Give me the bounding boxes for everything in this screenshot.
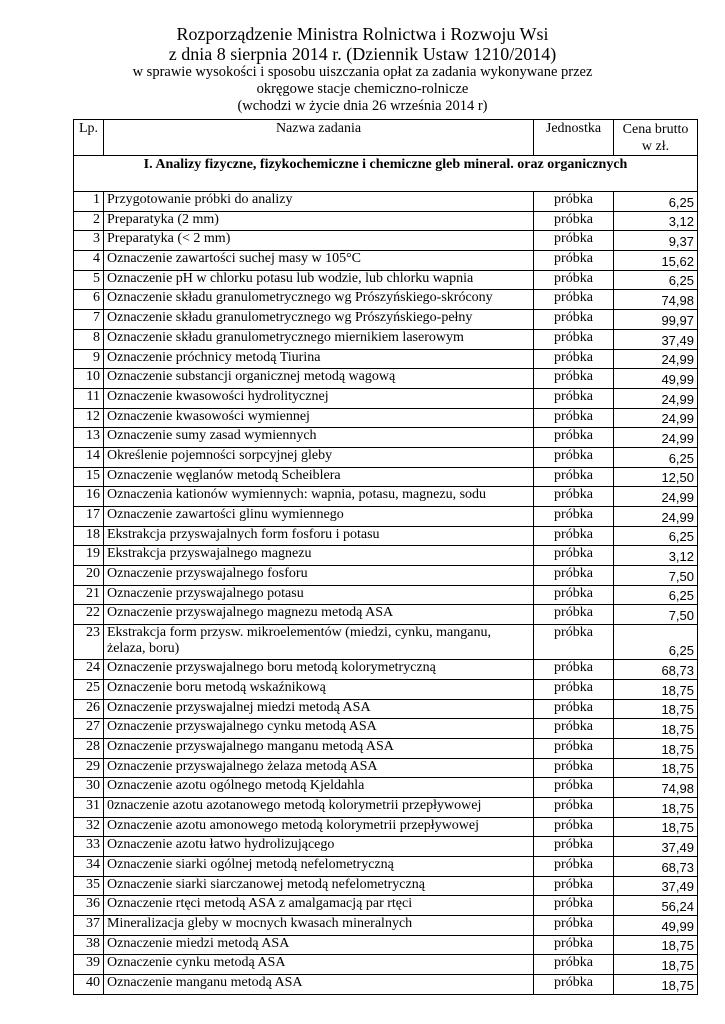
task-name: Oznaczenie substancji organicznej metodą wagową: [104, 369, 534, 389]
task-name: Oznaczenie cynku metodą ASA: [104, 955, 534, 975]
price-cell: 37,49: [614, 876, 698, 896]
column-header-lp: Lp.: [74, 120, 104, 156]
row-number: 5: [74, 270, 104, 290]
price-cell: 18,75: [614, 797, 698, 817]
row-number: 35: [74, 876, 104, 896]
table-row: [74, 467, 698, 487]
subtitle-line-1: w sprawie wysokości i sposobu uiszczania opłat za zadania wykonywane przez: [132, 64, 593, 80]
unit-cell: próbka: [534, 857, 614, 877]
table-row: [74, 916, 698, 936]
task-name: Preparatyka (< 2 mm): [104, 231, 534, 251]
unit-cell: próbka: [534, 719, 614, 739]
unit-cell: próbka: [534, 526, 614, 546]
row-number: 17: [74, 507, 104, 527]
price-cell: 56,24: [614, 896, 698, 916]
price-cell: 99,97: [614, 310, 698, 330]
row-number: 32: [74, 817, 104, 837]
title-line-2: z dnia 8 sierpnia 2014 r. (Dziennik Ustaw 1210/2014): [168, 44, 557, 64]
table-row: [74, 758, 698, 778]
price-cell: 18,75: [614, 817, 698, 837]
unit-cell: próbka: [534, 605, 614, 625]
table-row: [74, 349, 698, 369]
task-name: Mineralizacja gleby w mocnych kwasach mineralnych: [104, 916, 534, 936]
price-cell: 6,25: [614, 192, 698, 212]
table-row: [74, 679, 698, 699]
unit-cell: próbka: [534, 467, 614, 487]
price-cell: 15,62: [614, 251, 698, 271]
price-cell: 6,25: [614, 526, 698, 546]
price-cell: 3,12: [614, 546, 698, 566]
unit-cell: próbka: [534, 369, 614, 389]
unit-cell: próbka: [534, 487, 614, 507]
price-cell: 9,37: [614, 231, 698, 251]
table-row: [74, 566, 698, 586]
price-cell: 18,75: [614, 719, 698, 739]
row-number: 2: [74, 211, 104, 231]
table-row: [74, 797, 698, 817]
unit-cell: próbka: [534, 975, 614, 995]
unit-cell: próbka: [534, 797, 614, 817]
row-number: 28: [74, 738, 104, 758]
price-cell: 18,75: [614, 975, 698, 995]
table-row: [74, 290, 698, 310]
unit-cell: próbka: [534, 778, 614, 798]
unit-cell: próbka: [534, 428, 614, 448]
unit-cell: próbka: [534, 546, 614, 566]
table-row: [74, 546, 698, 566]
price-cell: 7,50: [614, 566, 698, 586]
task-name: Oznaczenie siarki ogólnej metodą nefelometryczną: [104, 857, 534, 877]
unit-cell: próbka: [534, 310, 614, 330]
task-name: Oznaczenie przyswajalnego żelaza metodą ASA: [104, 758, 534, 778]
table-row: [74, 231, 698, 251]
table-row: [74, 625, 698, 660]
unit-cell: próbka: [534, 507, 614, 527]
unit-cell: próbka: [534, 817, 614, 837]
row-number: 26: [74, 699, 104, 719]
row-number: 37: [74, 916, 104, 936]
row-number: 38: [74, 935, 104, 955]
task-name: Oznaczenie rtęci metodą ASA z amalgamacją par rtęci: [104, 896, 534, 916]
row-number: 30: [74, 778, 104, 798]
unit-cell: próbka: [534, 585, 614, 605]
task-name: Oznaczenie miedzi metodą ASA: [104, 935, 534, 955]
column-header-price: Cena brutto w zł.: [614, 120, 698, 156]
unit-cell: próbka: [534, 916, 614, 936]
price-cell: 74,98: [614, 778, 698, 798]
table-row: [74, 817, 698, 837]
unit-cell: próbka: [534, 876, 614, 896]
row-number: 31: [74, 797, 104, 817]
row-number: 29: [74, 758, 104, 778]
unit-cell: próbka: [534, 231, 614, 251]
unit-cell: próbka: [534, 679, 614, 699]
price-cell: 6,25: [614, 447, 698, 467]
row-number: 4: [74, 251, 104, 271]
unit-cell: próbka: [534, 388, 614, 408]
row-number: 6: [74, 290, 104, 310]
task-name: Oznaczenie sumy zasad wymiennych: [104, 428, 534, 448]
task-name: Oznaczenie składu granulometrycznego wg Prószyńskiego-skrócony: [104, 290, 534, 310]
row-number: 40: [74, 975, 104, 995]
table-row: [74, 447, 698, 467]
section-title: I. Analizy fizyczne, fizykochemiczne i chemiczne gleb mineral. oraz organicznych: [74, 156, 698, 192]
price-cell: 24,99: [614, 487, 698, 507]
row-number: 21: [74, 585, 104, 605]
unit-cell: próbka: [534, 251, 614, 271]
table-row: [74, 975, 698, 995]
task-name: Oznaczenie próchnicy metodą Tiurina: [104, 349, 534, 369]
task-name: Oznaczenie azotu ogólnego metodą Kjeldahla: [104, 778, 534, 798]
task-name: Oznaczenia kationów wymiennych: wapnia, potasu, magnezu, sodu: [104, 487, 534, 507]
table-row: [74, 955, 698, 975]
unit-cell: próbka: [534, 349, 614, 369]
table-row: [74, 310, 698, 330]
table-row: [74, 428, 698, 448]
price-cell: 18,75: [614, 955, 698, 975]
table-row: [74, 837, 698, 857]
table-row: [74, 605, 698, 625]
task-name: Oznaczenie zawartości glinu wymiennego: [104, 507, 534, 527]
unit-cell: próbka: [534, 329, 614, 349]
unit-cell: próbka: [534, 660, 614, 680]
price-cell: 37,49: [614, 837, 698, 857]
unit-cell: próbka: [534, 290, 614, 310]
unit-cell: próbka: [534, 192, 614, 212]
column-header-unit: Jednostka: [534, 120, 614, 156]
price-cell: 6,25: [614, 585, 698, 605]
task-name: Ekstrakcja przyswajalnych form fosforu i potasu: [104, 526, 534, 546]
price-cell: 7,50: [614, 605, 698, 625]
unit-cell: próbka: [534, 625, 614, 660]
price-cell: 24,99: [614, 408, 698, 428]
table-row: [74, 388, 698, 408]
price-cell: 12,50: [614, 467, 698, 487]
table-row: [74, 487, 698, 507]
price-cell: 24,99: [614, 428, 698, 448]
table-row: [74, 369, 698, 389]
row-number: 3: [74, 231, 104, 251]
price-cell: 3,12: [614, 211, 698, 231]
row-number: 33: [74, 837, 104, 857]
task-name: Oznaczenie zawartości suchej masy w 105°C: [104, 251, 534, 271]
price-cell: 18,75: [614, 738, 698, 758]
table-row: [74, 507, 698, 527]
row-number: 13: [74, 428, 104, 448]
task-name: Oznaczenie składu granulometrycznego miernikiem laserowym: [104, 329, 534, 349]
row-number: 20: [74, 566, 104, 586]
task-name: Oznaczenie przyswajalnego fosforu: [104, 566, 534, 586]
row-number: 22: [74, 605, 104, 625]
fees-table: [73, 119, 698, 995]
table-header-row: [74, 120, 698, 156]
price-cell: 6,25: [614, 270, 698, 290]
task-name: Oznaczenie przyswajalnej miedzi metodą ASA: [104, 699, 534, 719]
task-name: Oznaczenie pH w chlorku potasu lub wodzie, lub chlorku wapnia: [104, 270, 534, 290]
unit-cell: próbka: [534, 758, 614, 778]
table-row: [74, 876, 698, 896]
unit-cell: próbka: [534, 738, 614, 758]
unit-cell: próbka: [534, 566, 614, 586]
unit-cell: próbka: [534, 699, 614, 719]
row-number: 23: [74, 625, 104, 660]
price-cell: 24,99: [614, 507, 698, 527]
price-cell: 18,75: [614, 935, 698, 955]
price-cell: 18,75: [614, 699, 698, 719]
row-number: 18: [74, 526, 104, 546]
price-cell: 6,25: [614, 625, 698, 660]
table-row: [74, 526, 698, 546]
task-name: Oznaczenie przyswajalnego magnezu metodą ASA: [104, 605, 534, 625]
row-number: 11: [74, 388, 104, 408]
unit-cell: próbka: [534, 211, 614, 231]
table-row: [74, 778, 698, 798]
table-row: [74, 585, 698, 605]
price-cell: 18,75: [614, 679, 698, 699]
task-name: Określenie pojemności sorpcyjnej gleby: [104, 447, 534, 467]
unit-cell: próbka: [534, 270, 614, 290]
column-header-name: Nazwa zadania: [104, 120, 534, 156]
price-cell: 37,49: [614, 329, 698, 349]
table-row: [74, 719, 698, 739]
task-name: 0znaczenie azotu azotanowego metodą kolorymetrii przepływowej: [104, 797, 534, 817]
table-row: [74, 408, 698, 428]
row-number: 34: [74, 857, 104, 877]
unit-cell: próbka: [534, 935, 614, 955]
task-name: Przygotowanie próbki do analizy: [104, 192, 534, 212]
row-number: 10: [74, 369, 104, 389]
row-number: 36: [74, 896, 104, 916]
unit-cell: próbka: [534, 408, 614, 428]
task-name: Oznaczenie kwasowości hydrolitycznej: [104, 388, 534, 408]
table-row: [74, 896, 698, 916]
unit-cell: próbka: [534, 955, 614, 975]
unit-cell: próbka: [534, 837, 614, 857]
row-number: 16: [74, 487, 104, 507]
row-number: 8: [74, 329, 104, 349]
row-number: 24: [74, 660, 104, 680]
task-name: Oznaczenie azotu łatwo hydrolizującego: [104, 837, 534, 857]
price-cell: 68,73: [614, 857, 698, 877]
price-cell: 18,75: [614, 758, 698, 778]
task-name: Oznaczenie boru metodą wskaźnikową: [104, 679, 534, 699]
task-name: Oznaczenie przyswajalnego potasu: [104, 585, 534, 605]
row-number: 39: [74, 955, 104, 975]
row-number: 14: [74, 447, 104, 467]
task-name: Oznaczenie przyswajalnego manganu metodą ASA: [104, 738, 534, 758]
task-name: Preparatyka (2 mm): [104, 211, 534, 231]
row-number: 15: [74, 467, 104, 487]
table-row: [74, 660, 698, 680]
table-row: [74, 857, 698, 877]
row-number: 25: [74, 679, 104, 699]
task-name: Oznaczenie azotu amonowego metodą kolorymetrii przepływowej: [104, 817, 534, 837]
task-name: Ekstrakcja przyswajalnego magnezu: [104, 546, 534, 566]
unit-cell: próbka: [534, 447, 614, 467]
row-number: 19: [74, 546, 104, 566]
row-number: 7: [74, 310, 104, 330]
table-row: [74, 192, 698, 212]
table-row: [74, 329, 698, 349]
price-cell: 49,99: [614, 369, 698, 389]
section-header-row: [74, 156, 698, 192]
price-cell: 24,99: [614, 349, 698, 369]
table-row: [74, 699, 698, 719]
table-row: [74, 738, 698, 758]
price-cell: 24,99: [614, 388, 698, 408]
table-row: [74, 935, 698, 955]
task-name: Oznaczenie kwasowości wymiennej: [104, 408, 534, 428]
table-row: [74, 211, 698, 231]
table-row: [74, 270, 698, 290]
unit-cell: próbka: [534, 896, 614, 916]
task-name: Oznaczenie manganu metodą ASA: [104, 975, 534, 995]
price-cell: 49,99: [614, 916, 698, 936]
row-number: 9: [74, 349, 104, 369]
task-name: Oznaczenie siarki siarczanowej metodą nefelometryczną: [104, 876, 534, 896]
task-name: Oznaczenie węglanów metodą Scheiblera: [104, 467, 534, 487]
task-name: Oznaczenie przyswajalnego cynku metodą ASA: [104, 719, 534, 739]
table-row: [74, 251, 698, 271]
task-name: Oznaczenie składu granulometrycznego wg Prószyńskiego-pełny: [104, 310, 534, 330]
task-name: Oznaczenie przyswajalnego boru metodą kolorymetryczną: [104, 660, 534, 680]
task-name: Ekstrakcja form przysw. mikroelementów (miedzi, cynku, manganu, żelaza, boru): [104, 625, 534, 660]
title-line-1: Rozporządzenie Ministra Rolnictwa i Rozwoju Wsi: [176, 24, 549, 44]
row-number: 1: [74, 192, 104, 212]
subtitle-line-2: okręgowe stacje chemiczno-rolnicze: [256, 81, 469, 97]
row-number: 12: [74, 408, 104, 428]
row-number: 27: [74, 719, 104, 739]
price-cell: 74,98: [614, 290, 698, 310]
subtitle-line-3: (wchodzi w życie dnia 26 września 2014 r): [237, 98, 488, 114]
price-cell: 68,73: [614, 660, 698, 680]
